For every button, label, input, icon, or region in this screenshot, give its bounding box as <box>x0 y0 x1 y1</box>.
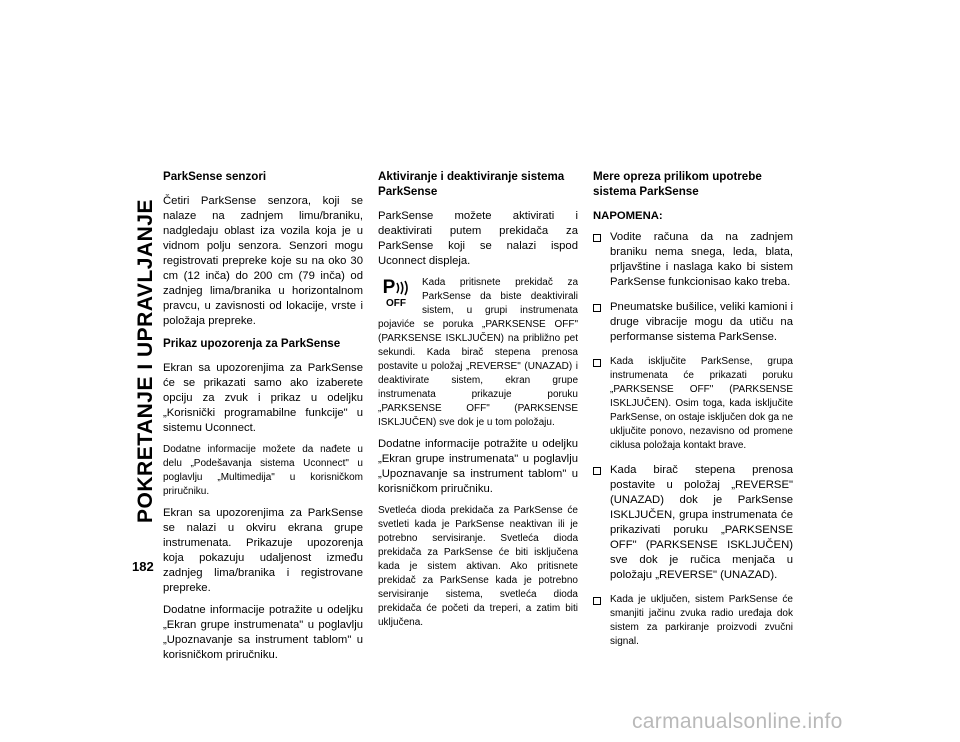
paragraph: Kada pritisnete prekidač za ParkSense da biste deaktivirali sistem, u grupi instrumenata pojaviće se poruka „PARKSENSE OFF" (PARKSENSE ISKLJUČEN) na približno pet sekundi. Kada birač stepena prenosa postavite u položaj „REVERSE" (UNAZAD) i deaktivirate sistem, ekran grupe instrumenata prikazuje poruku „PARKSENSE OFF" (PARKSENSE ISKLJUČEN) sve dok je u tom položaju. <box>378 277 578 428</box>
checkbox-bullet-icon <box>593 234 601 242</box>
heading-activation: Aktiviranje i deaktiviranje sistema ParkSense <box>378 170 565 198</box>
paragraph: Četiri ParkSense senzora, koji se nalaze na zadnjem limu/braniku, nadgledaju oblast iza vozila koja je u vidnom polju senzora. Senzori mogu registrovati prepreke koje su na oko 30 cm (12 inča) do 200 cm (79 inča) od zadnjeg lima/branika u horizontalnom pravcu, u zavisnosti od lokacije, vrste i položaja prepreke. <box>163 195 363 327</box>
list-item: Kada isključite ParkSense, grupa instrumenata će prikazati poruku „PARKSENSE OFF" (PARKSENSE ISKLJUČEN). Osim toga, kada isključite ParkSense, on ostaje isključen dok ga ne uključite ponovo, nezavisno od promene ciklusa položaja kontakt brave. <box>593 355 793 453</box>
paragraph: Ekran sa upozorenjima za ParkSense se nalazi u okviru ekrana grupe instrumenata. Prikazuje upozorenja koja pokazuju udaljenost između zadnjeg lima/branika i registrovane prepreke. <box>163 507 363 594</box>
heading-warning-display: Prikaz upozorenja za ParkSense <box>163 337 341 350</box>
column-1 <box>163 169 363 670</box>
paragraph: Dodatne informacije potražite u odeljku „Ekran grupe instrumenata" u poglavlju „Upoznavanje sa instrument tablom" u korisničkom priručniku. <box>378 438 578 495</box>
column-2 <box>378 169 578 637</box>
paragraph: Svetleća dioda prekidača za ParkSense će svetleti kada je ParkSense neaktivan ili je potrebno servisiranje. Svetleća dioda prekidača za ParkSense će biti isključena kada je sistem aktivan. Ako pritisnete prekidač za ParkSense kada je potrebno servisiranje sistema, svetleća dioda prekidača će početi da treperi, a zatim biti uključena. <box>378 505 578 628</box>
list-item: Pneumatske bušilice, veliki kamioni i druge vibracije mogu da utiču na performanse sistema ParkSense. <box>593 300 793 345</box>
checkbox-bullet-icon <box>593 597 601 605</box>
section-tab <box>128 168 164 554</box>
parksense-off-icon: P OFF <box>378 278 414 314</box>
heading-precautions: Mere opreza prilikom upotrebe sistema ParkSense <box>593 170 762 198</box>
list-item: Kada birač stepena prenosa postavite u položaj „REVERSE" (UNAZAD) dok je ParkSense ISKLJUČEN, grupa instrumenata će prikazivati poruku „PARKSENSE OFF" (PARKSENSE ISKLJUČEN) sve dok je ručica menjača u položaju „REVERSE" (UNAZAD). <box>593 463 793 583</box>
switch-description <box>378 276 578 430</box>
precaution-list <box>593 230 793 649</box>
heading-parksense-sensors: ParkSense senzori <box>163 170 267 183</box>
sensor-waves-icon <box>395 280 409 296</box>
paragraph: Dodatne informacije potražite u odeljku „Ekran grupe instrumenata" u poglavlju „Upoznavanje sa instrument tablom" u korisničkom priručniku. <box>163 604 363 661</box>
paragraph: ParkSense možete aktivirati i deaktivirati putem prekidača za ParkSense koji se nalazi ispod Uconnect displeja. <box>378 210 578 267</box>
page-number: 182 <box>132 559 154 574</box>
paragraph: Ekran sa upozorenjima za ParkSense će se prikazati samo ako izaberete opciju za zvuk i prikaz u odeljku „Korisnički programabilne funkcije" u sistemu Uconnect. <box>163 362 363 434</box>
section-tab-label: POKRETANJE I UPRAVLJANJE <box>134 199 158 523</box>
watermark: carmanualsonline.info <box>632 710 843 733</box>
note-label: NAPOMENA: <box>593 210 663 222</box>
checkbox-bullet-icon <box>593 359 601 367</box>
column-3 <box>593 169 793 659</box>
list-item: Vodite računa da na zadnjem braniku nema snega, leda, blata, prljavštine i naslaga kako bi sistem ParkSense funkcionisao kako treba. <box>593 230 793 290</box>
list-item: Kada je uključen, sistem ParkSense će smanjiti jačinu zvuka radio uređaja dok sistem za parkiranje proizvodi zvučni signal. <box>593 593 793 649</box>
paragraph: Dodatne informacije možete da nađete u delu „Podešavanja sistema Uconnect" u poglavlju „Multimedija" u korisničkom priručniku. <box>163 444 363 497</box>
checkbox-bullet-icon <box>593 467 601 475</box>
checkbox-bullet-icon <box>593 304 601 312</box>
